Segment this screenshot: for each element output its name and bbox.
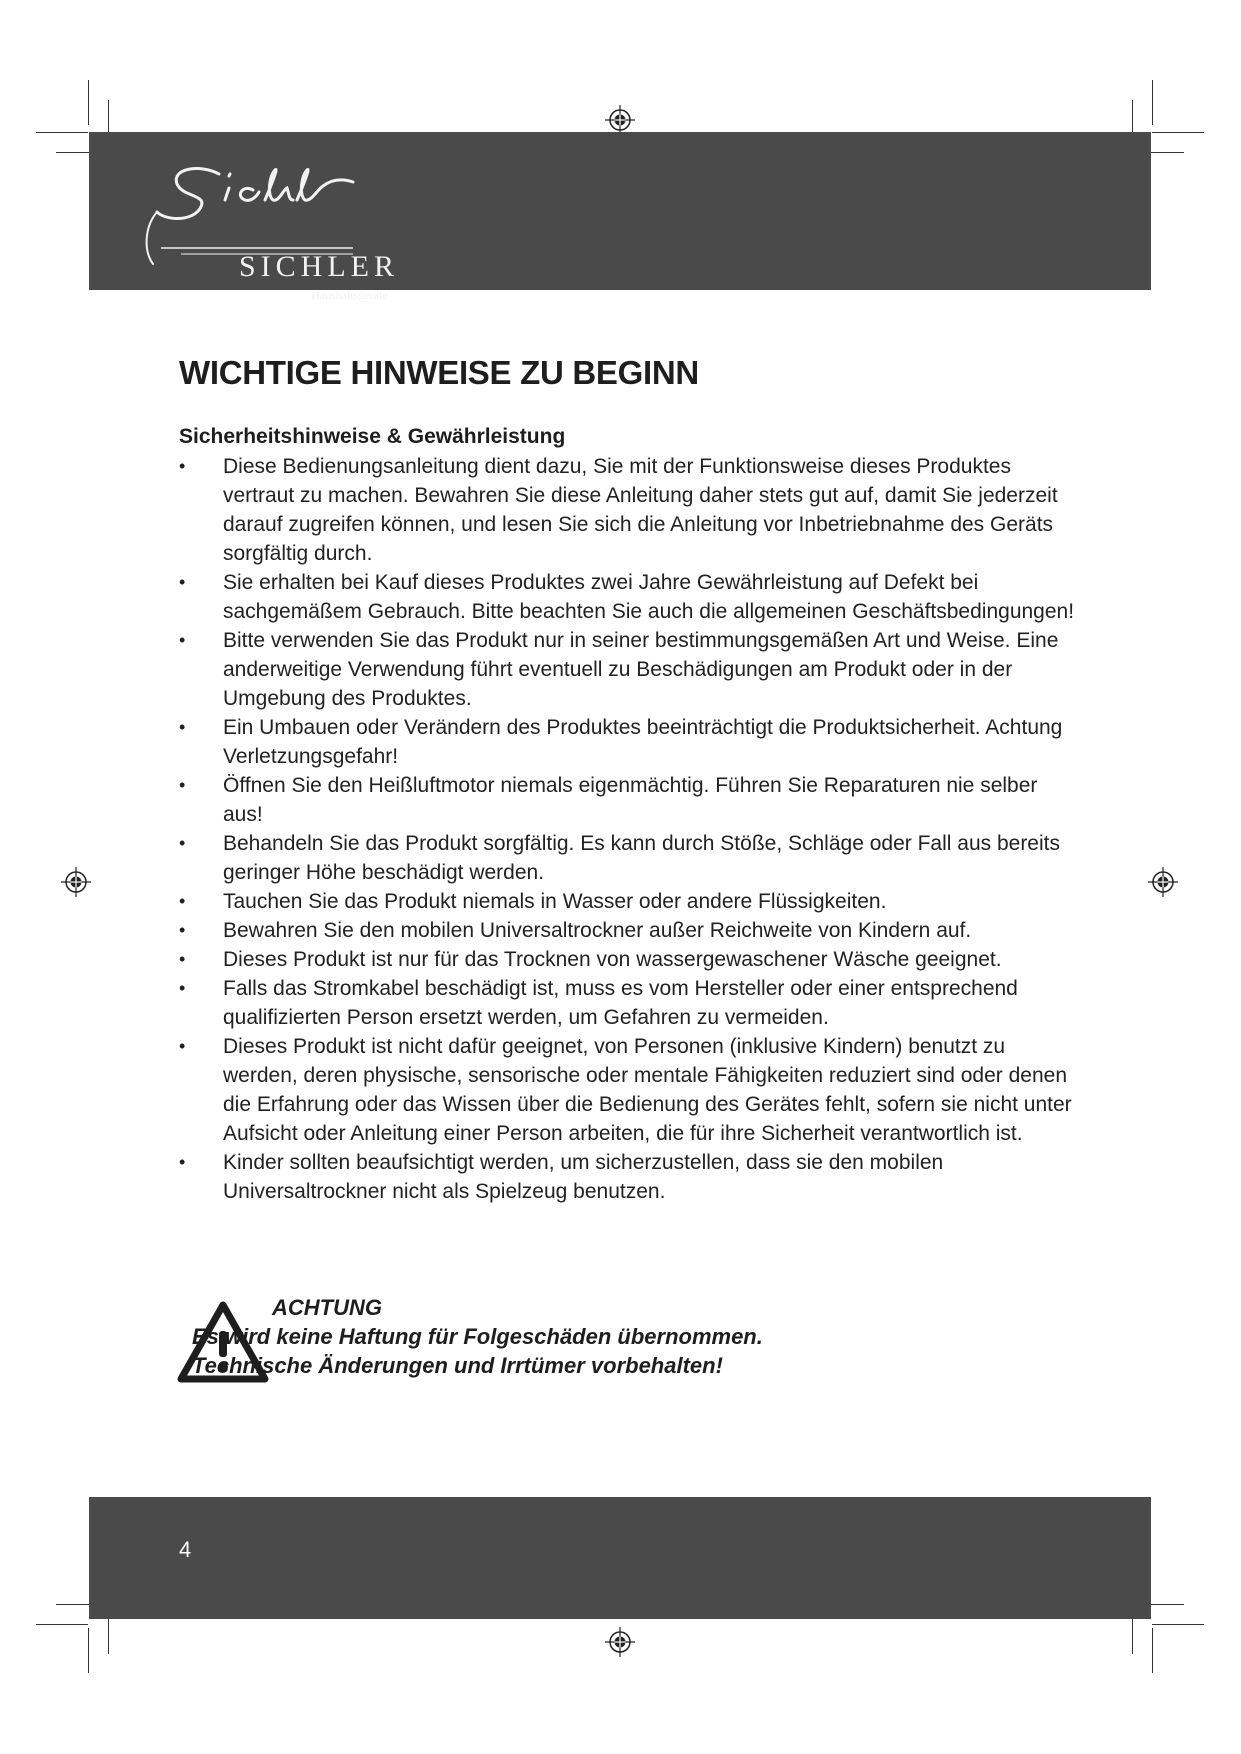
crop-mark [88,80,89,125]
list-item: • Ein Umbauen oder Verändern des Produktes beeinträchtigt die Produktsicherheit. Achtung Verletzungsgefahr! [179,713,1079,771]
crop-mark [1152,80,1153,125]
list-item: • Tauchen Sie das Produkt niemals in Wasser oder andere Flüssigkeiten. [179,887,1079,916]
page-number: 4 [179,1537,192,1562]
crop-mark [1152,1624,1204,1625]
section-heading: Sicherheitshinweise & Gewährleistung [179,425,566,448]
brand-subtitle: Haushaltsgeräte [311,288,388,302]
list-item: • Sie erhalten bei Kauf dieses Produktes zwei Jahre Gewährleistung auf Defekt bei sachgemäßem Gebrauch. Bitte beachten Sie auch die allgemeinen Geschäftsbedingungen! [179,568,1079,626]
brand-name: SICHLER [239,250,400,283]
list-item: • Bewahren Sie den mobilen Universaltrockner außer Reichweite von Kindern auf. [179,916,1079,945]
safety-bullet-list [179,452,1079,1206]
registration-mark-icon [605,105,635,135]
registration-mark-icon [605,1627,635,1657]
list-item: • Behandeln Sie das Produkt sorgfältig. Es kann durch Stöße, Schläge oder Fall aus bereits geringer Höhe beschädigt werden. [179,829,1079,887]
crop-mark [1146,1604,1184,1605]
page-title: WICHTIGE HINWEISE ZU BEGINN [179,354,699,391]
crop-mark [36,1624,88,1625]
list-item: • Falls das Stromkabel beschädigt ist, muss es vom Hersteller oder einer entsprechend qualifizierten Person ersetzt werden, um Gefahren zu vermeiden. [179,974,1079,1032]
crop-mark [1132,1616,1133,1654]
list-item: • Öffnen Sie den Heißluftmotor niemals eigenmächtig. Führen Sie Reparaturen nie selber aus! [179,771,1079,829]
warning-text-changes: Technische Änderungen und Irrtümer vorbehalten! [192,1353,723,1378]
header-band [89,132,1151,302]
crop-mark [88,1628,89,1673]
list-item: • Diese Bedienungsanleitung dient dazu, Sie mit der Funktionsweise dieses Produktes vertraut zu machen. Bewahren Sie diese Anleitung daher stets gut auf, damit Sie jederzeit darauf zugreifen können, und lesen Sie sich die Anleitung vor Inbetriebnahme des Geräts sorgfältig durch. [179,452,1079,568]
brand-logo [141,160,401,302]
crop-mark [108,1616,109,1654]
crop-mark [1146,152,1184,153]
crop-mark [1152,1628,1153,1673]
crop-mark [36,132,88,133]
list-item: • Bitte verwenden Sie das Produkt nur in seiner bestimmungsgemäßen Art und Weise. Eine anderweitige Verwendung führt eventuell zu Beschädigungen am Produkt oder in der Umgebung des Produktes. [179,626,1079,713]
warning-notice [177,1293,877,1393]
footer-band [89,1497,1151,1619]
list-item: • Dieses Produkt ist nicht dafür geeignet, von Personen (inklusive Kindern) benutzt zu werden, deren physische, sensorische oder mentale Fähigkeiten reduziert sind oder denen die Erfahrung oder das Wissen über die Bedienung des Gerätes fehlt, sofern sie nicht unter Aufsicht oder Anleitung einer Person arbeiten, die für ihre Sicherheit verantwortlich ist. [179,1032,1079,1148]
registration-mark-icon [61,867,91,897]
crop-mark [1152,132,1204,133]
warning-title: ACHTUNG [272,1295,382,1320]
warning-text-liability: Es wird keine Haftung für Folgeschäden übernommen. [192,1324,763,1349]
registration-mark-icon [1148,867,1178,897]
list-item: • Dieses Produkt ist nur für das Trocknen von wassergewaschener Wäsche geeignet. [179,945,1079,974]
list-item: • Kinder sollten beaufsichtigt werden, um sicherzustellen, dass sie den mobilen Universaltrockner nicht als Spielzeug benutzen. [179,1148,1079,1206]
